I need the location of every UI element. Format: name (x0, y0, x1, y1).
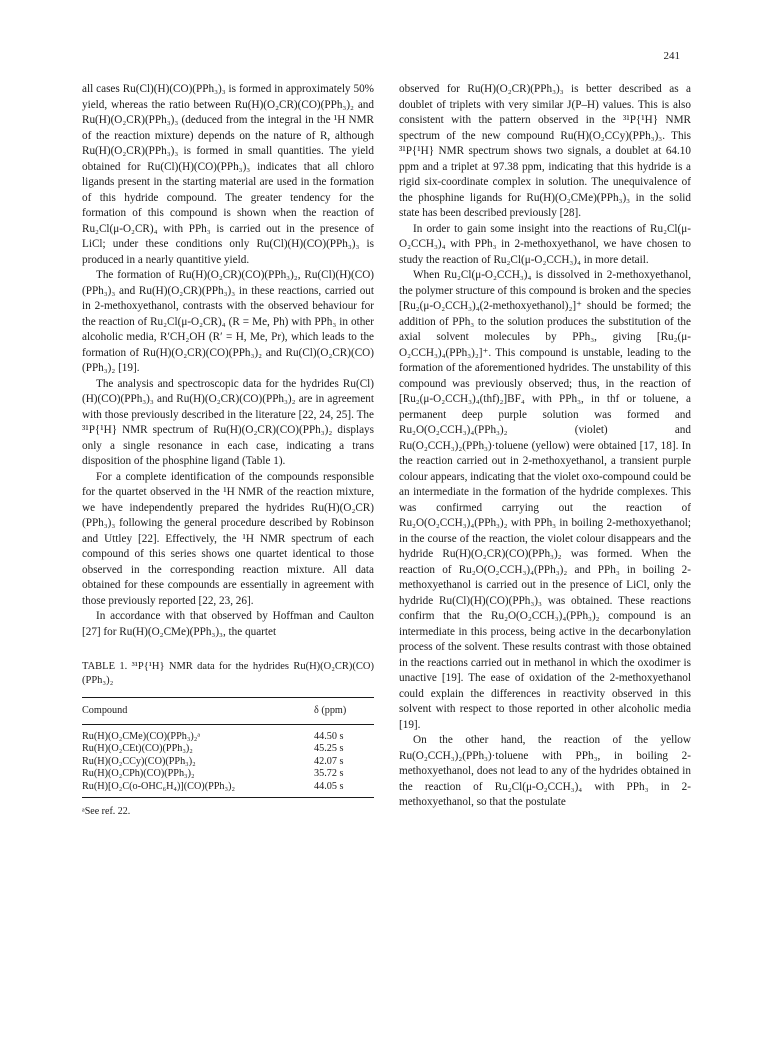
table-header-row (82, 698, 374, 725)
column-header-shift: δ (ppm) (314, 698, 374, 725)
table-row (82, 781, 374, 798)
page-number: 241 (663, 50, 680, 62)
shift-cell: 35.72 s (314, 768, 344, 779)
table-row (82, 743, 374, 756)
column-header-compound: Compound (82, 698, 314, 725)
table-caption: TABLE 1. ³¹P{¹H} NMR data for the hydrides Ru(H)(O₂CR)(CO)(PPh₃)₂ (82, 661, 374, 686)
paragraph: In accordance with that observed by Hoffman and Caulton [27] for Ru(H)(O₂CMe)(PPh₃)₃, the quartet (82, 610, 374, 638)
paragraph: In order to gain some insight into the reactions of Ru₂Cl(μ-O₂CCH₃)₄ with PPh₃ in 2-methoxyethanol, we have chosen to study the reaction of Ru₂Cl(μ-O₂CCH₃)₄ in more detail. (399, 222, 691, 266)
right-column (399, 82, 691, 811)
shift-cell: 45.25 s (314, 743, 344, 754)
compound-cell: Ru(H)(O₂CPh)(CO)(PPh₃)₂ (82, 768, 195, 779)
compound-cell: Ru(H)(O₂CMe)(CO)(PPh₃)₂ᵃ (82, 730, 201, 742)
shift-cell: 42.07 s (314, 755, 344, 767)
left-column (82, 82, 374, 820)
shift-cell: 44.50 s (314, 730, 344, 742)
table-row (82, 768, 374, 781)
paragraph: When Ru₂Cl(μ-O₂CCH₃)₄ is dissolved in 2-methoxyethanol, the polymer structure of this compound is broken and the species [Ru₂(μ-O₂CCH₃)₄(2-methoxyethanol)₂]⁺ should be formed; the addition of PPh₃ to the solution produces the substitution of the axial solvent molecules by PPh₃, giving [Ru₂(μ-O₂CCH₃)₄(PPh₃)₂]⁺. This compound is unstable, leading to the formation of the aforementioned hydrides. The unstability of this compound was previously observed; thus, in the reaction of [Ru₂(μ-O₂CCH₃)₄(thf)₂]BF₄ with PPh₃, in thf or toluene, a permanent deep purple solution was formed and Ru₂O(O₂CCH₃)₄(PPh₃)₂ (violet) and Ru(O₂CCH₃)₂(PPh₃)·toluene (yellow) were obtained [17, 18]. In the reaction carried out in 2-methoxyethanol, a transient purple colour appears, indicating that the violet oxo-compound could be an intermediate in the formation of the hydride complexes. This was confirmed carrying out the reaction of Ru₂O(O₂CCH₃)₄(PPh₃)₂ with PPh₃ in boiling 2-methoxyethanol; in the course of the reaction, the violet colour disappears and the hydride Ru(H)(O₂CR)(CO)(PPh₃)₂ was formed. When the reaction of Ru₂O(O₂CCH₃)₄(PPh₃)₂ and PPh₃ in boiling 2-methoxyethanol is carried out in the presence of LiCl, only the hydride Ru(Cl)(H)(CO)(PPh₃)₃ was obtained. These reactions confirm that the Ru₂O(O₂CCH₃)₄(PPh₃)₂ compound is an intermediate in this process, being active in the decarbonylation process of the solvent. These results contrast with those obtained in the reactions carried out in methanol in which the oxodimer is unactive [19]. The ease of oxidation of the 2-methoxyethanol could explain the differences in reactivity observed in this solvent with respect to those reported in other alcoholic media [19]. (399, 269, 691, 731)
nmr-data-table (82, 697, 374, 798)
compound-cell: Ru(H)[O₂C(o-OHC₆H₄)](CO)(PPh₃)₂ (82, 781, 314, 798)
paragraph: On the other hand, the reaction of the yellow Ru(O₂CCH₃)₂(PPh₃)·toluene with PPh₃, in boiling 2-methoxyethanol, does not lead to any of the hydrides obtained in the reaction of Ru₂Cl(μ-O₂CCH₃)₄ with PPh₃ in 2-methoxyethanol, so that the postulate (399, 734, 691, 808)
table-row (82, 756, 374, 769)
compound-cell: Ru(H)(O₂CEt)(CO)(PPh₃)₂ (82, 743, 193, 754)
table-row (82, 724, 374, 743)
shift-cell: 44.05 s (314, 781, 374, 798)
paragraph: observed for Ru(H)(O₂CR)(PPh₃)₃ is better described as a doublet of triplets with very similar J(P–H) values. This is also consistent with the pattern observed in the ³¹P{¹H} NMR spectrum of the new compound Ru(H)(O₂CCy)(PPh₃)₃. This ³¹P{¹H} NMR spectrum shows two signals, a doublet at 64.10 ppm and a triplet at 97.38 ppm, indicating that this hydride is a rigid six-coordinate complex in solution. The unequivalence of the phosphine ligands for Ru(H)(O₂CMe)(PPh₃)₃ in the solid state has been described previously [28]. (399, 83, 691, 219)
table-footnote: ᵃSee ref. 22. (82, 806, 131, 817)
paragraph: The formation of Ru(H)(O₂CR)(CO)(PPh₃)₂, Ru(Cl)(H)(CO)(PPh₃)₃ and Ru(H)(O₂CR)(PPh₃)₃ in these reactions, carried out in 2-methoxyethanol, contrasts with the observed behaviour for the reaction of Ru₂Cl(μ-O₂CR)₄ (R = Me, Ph) with PPh₃ in other alcoholic media, R′CH₂OH (R′ = H, Me, Pr), which leads to the formation of Ru(H)(O₂CR)(CO)(PPh₃)₂ and Ru(Cl)(O₂CR)(CO)(PPh₃)₂ [19]. (82, 269, 374, 374)
table-1 (82, 660, 374, 820)
paragraph: all cases Ru(Cl)(H)(CO)(PPh₃)₃ is formed in approximately 50% yield, whereas the ratio between Ru(H)(O₂CR)(CO)(PPh₃)₂ and Ru(H)(O₂CR)(PPh₃)₃ (deduced from the integral in the ¹H NMR of the reaction mixture) depends on the nature of R, although Ru(H)(O₂CR)(PPh₃)₃ is formed in small quantities. The yield obtained for Ru(Cl)(H)(CO)(PPh₃)₃ indicates that all chloro ligands present in the starting material are used in the formation of this hydride compound. The greater tendency for the formation of this compound is shown when the reaction of Ru₂Cl(μ-O₂CR)₄ with PPh₃ is carried out in the presence of LiCl; under these conditions only Ru(Cl)(H)(CO)(PPh₃)₃ is produced in a nearly quantitive yield. (82, 83, 374, 266)
compound-cell: Ru(H)(O₂CCy)(CO)(PPh₃)₂ (82, 755, 196, 767)
paragraph: For a complete identification of the compounds responsible for the quartet observed in the ¹H NMR of the reaction mixture, we have independently prepared the hydrides Ru(H)(O₂CR)(PPh₃)₃ following the general procedure described by Robinson and Uttley [22]. Effectively, the ¹H NMR spectrum of each compound of this series shows one quartet identical to those observed in the corresponding reaction mixture. All data obtained for these compounds are essentially in agreement with those previously reported [22, 23, 26]. (82, 470, 374, 607)
paragraph: The analysis and spectroscopic data for the hydrides Ru(Cl)(H)(CO)(PPh₃)₃ and Ru(H)(O₂CR)(CO)(PPh₃)₂ are in agreement with those previously described in the literature [22, 24, 25]. The ³¹P{¹H} NMR spectrum of Ru(H)(O₂CR)(CO)(PPh₃)₂ displays only a single resonance in each case, indicating a trans disposition of the phosphine ligand (Table 1). (82, 377, 374, 467)
